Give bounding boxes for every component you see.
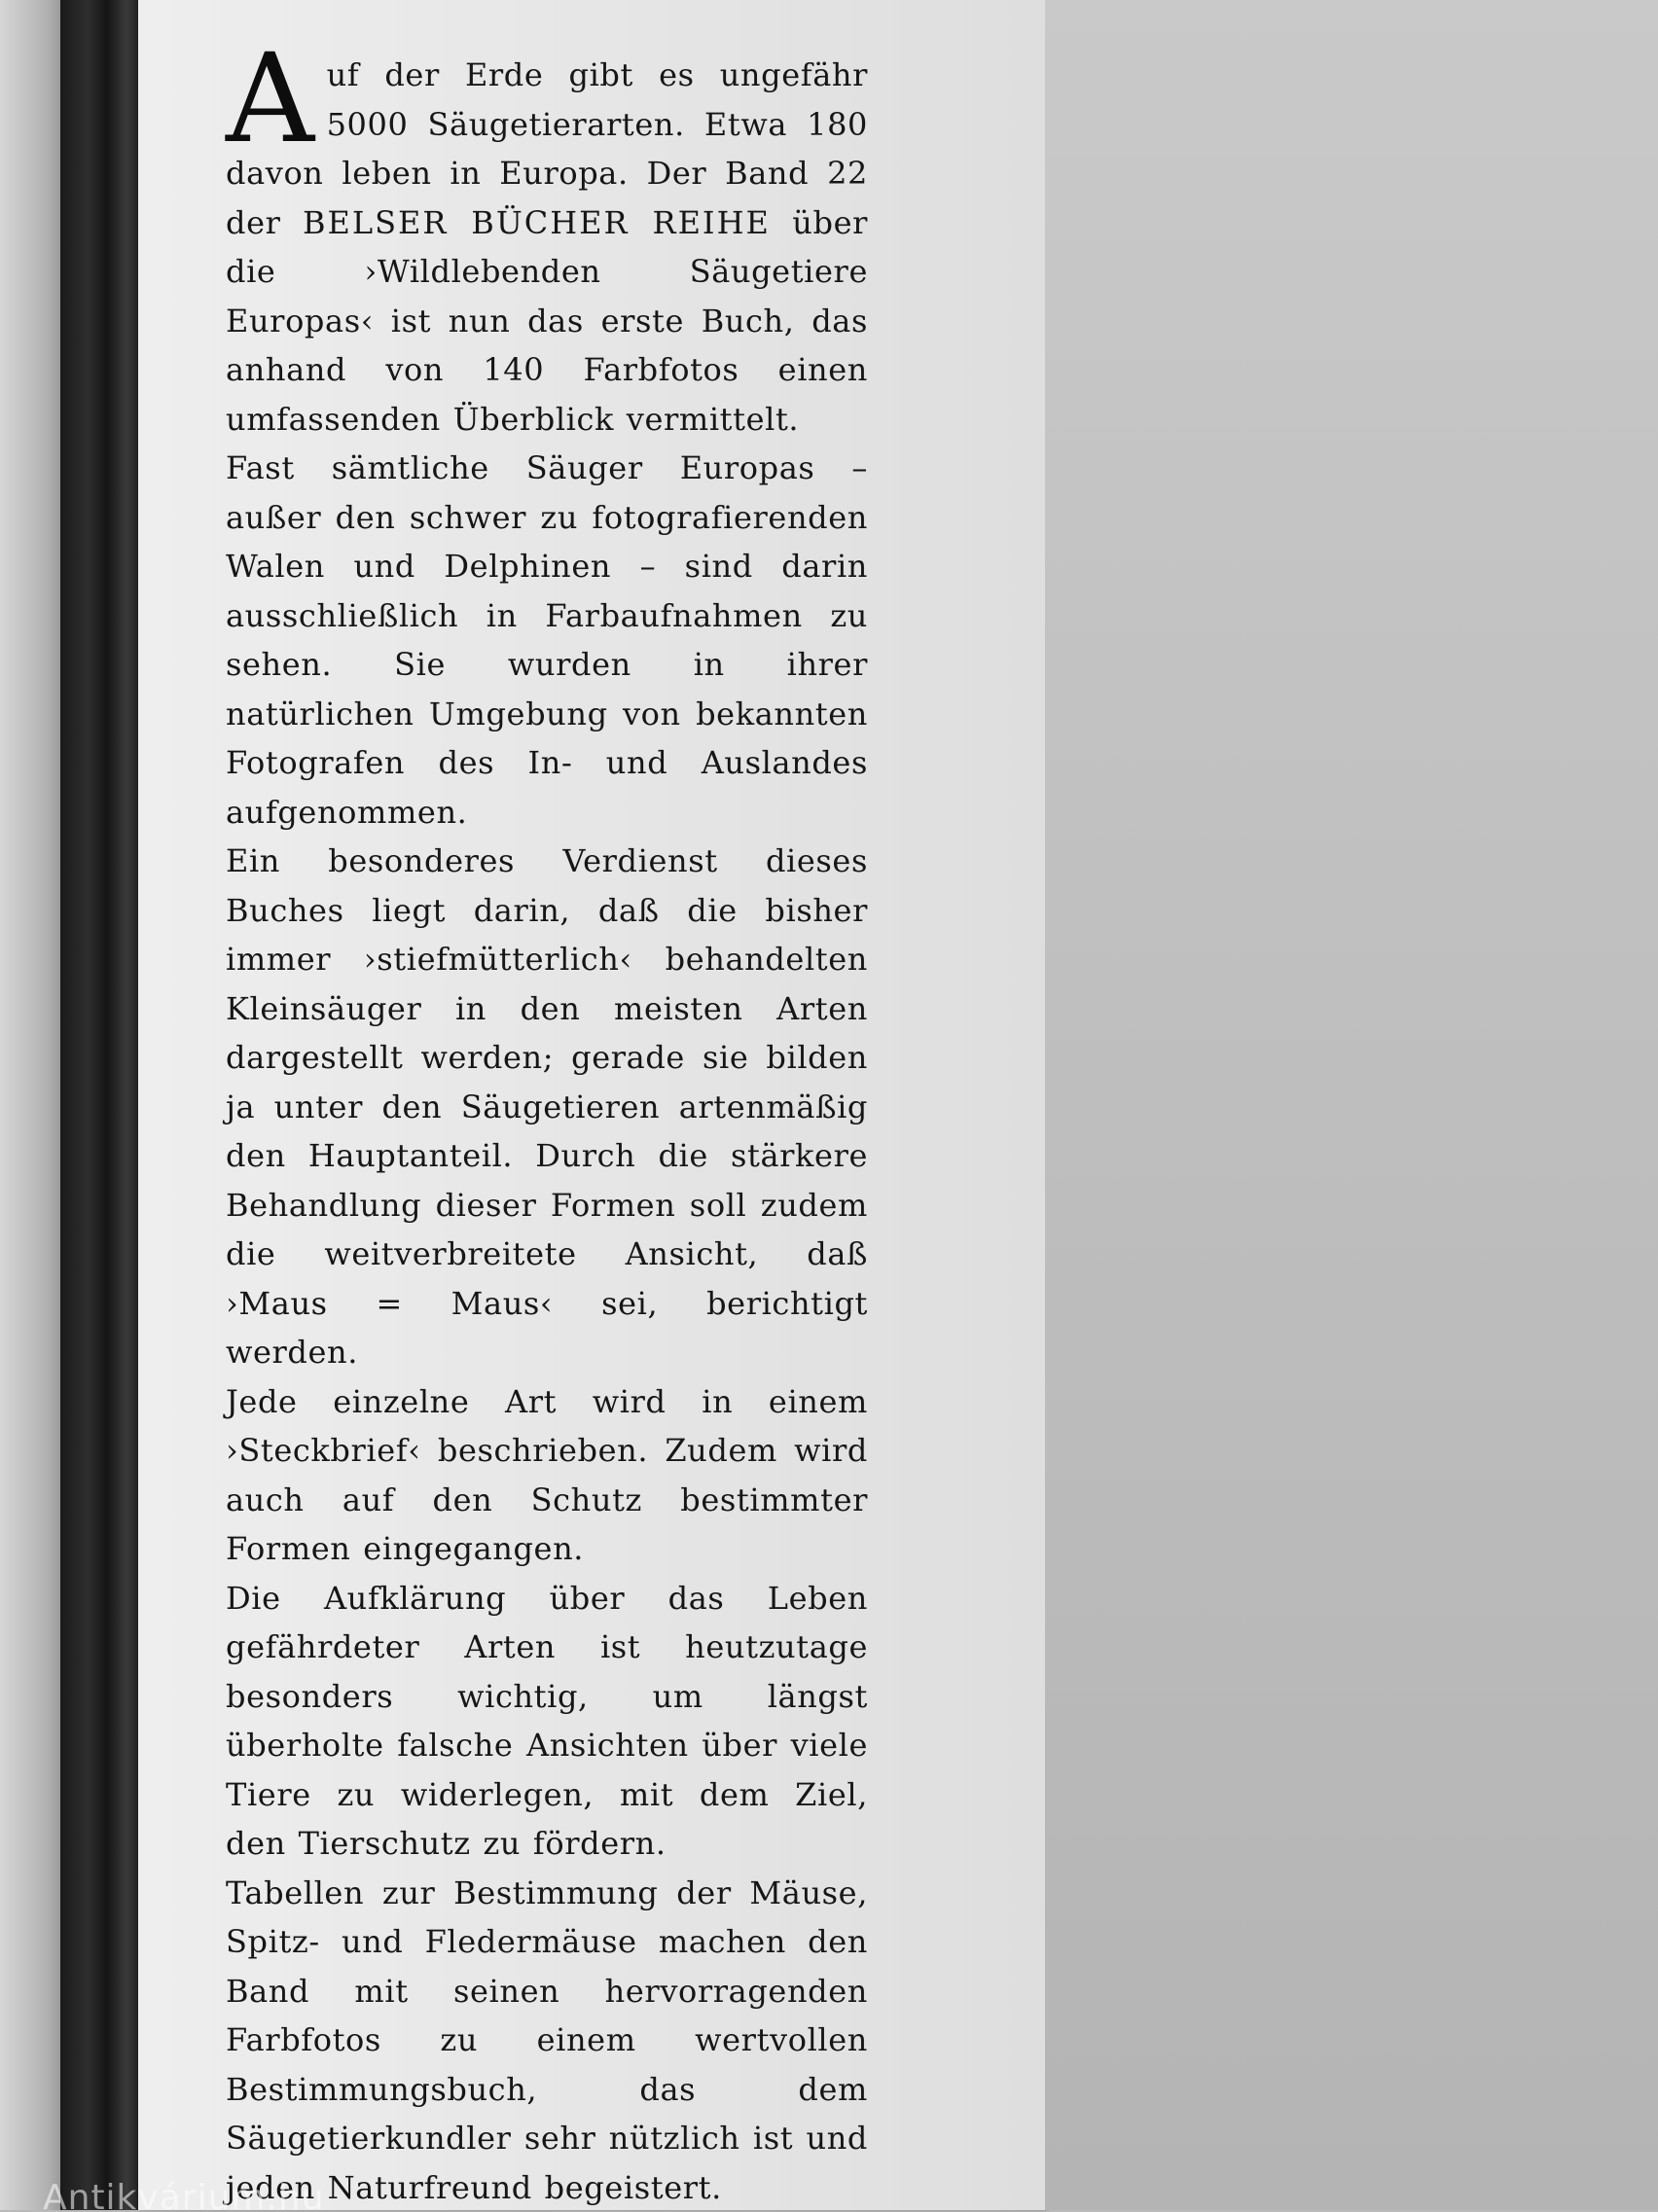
- paragraph-1: [226, 51, 868, 444]
- series-name: BELSER BÜCHER REIHE: [303, 204, 771, 241]
- paragraph-4: Jede einzelne Art wird in einem ›Steckbrief‹ beschrieben. Zudem wird auch auf den Schutz bestimmter Formen eingegangen.: [226, 1377, 868, 1574]
- page-stack-edge: [0, 0, 60, 2210]
- paragraph-2: Fast sämtliche Säuger Europas – außer den schwer zu fotografierenden Walen und Delphinen – sind darin ausschließlich in Farbaufnahmen zu sehen. Sie wurden in ihrer natürlichen Umgebung von bekannten Fotografen des In- und Auslandes aufgenommen.: [226, 444, 868, 837]
- drop-cap: A: [226, 54, 315, 144]
- blurb-text: [226, 51, 868, 2212]
- paragraph-6: Tabellen zur Bestimmung der Mäuse, Spitz- und Fledermäuse machen den Band mit seinen hervorragenden Farbfotos zu einem wertvollen Bestimmungsbuch, das dem Säugetierkundler sehr nützlich ist und jeden Naturfreund begeistert.: [226, 1869, 868, 2212]
- paragraph-3: Ein besonderes Verdienst dieses Buches liegt darin, daß die bisher immer ›stiefmütterlich‹ behandelten Kleinsäuger in den meisten Arten dargestellt werden; gerade sie bilden ja unter den Säugetieren artenmäßig den Hauptanteil. Durch die stärkere Behandlung dieser Formen soll zudem die weitverbreitete Ansicht, daß ›Maus = Maus‹ sei, berichtigt werden.: [226, 837, 868, 1377]
- book-spine: [60, 0, 138, 2210]
- paragraph-1-end: über die ›Wildlebenden Säugetiere Europas‹ ist nun das erste Buch, das anhand von 140 Farbfotos einen umfassenden Überblick vermittelt.: [226, 204, 868, 438]
- paragraph-1-start: uf der Erde gibt es ungefähr 5000 Säugetierarten. Etwa 180 davon leben in Europa. Der Band 22 der: [226, 56, 868, 241]
- facing-page: [1045, 0, 1658, 2210]
- paragraph-5: Die Aufklärung über das Leben gefährdeter Arten ist heutzutage besonders wichtig, um längst überholte falsche Ansichten über viele Tiere zu widerlegen, mit dem Ziel, den Tierschutz zu fördern.: [226, 1574, 868, 1869]
- watermark: Antikvárium.hu: [43, 2181, 393, 2210]
